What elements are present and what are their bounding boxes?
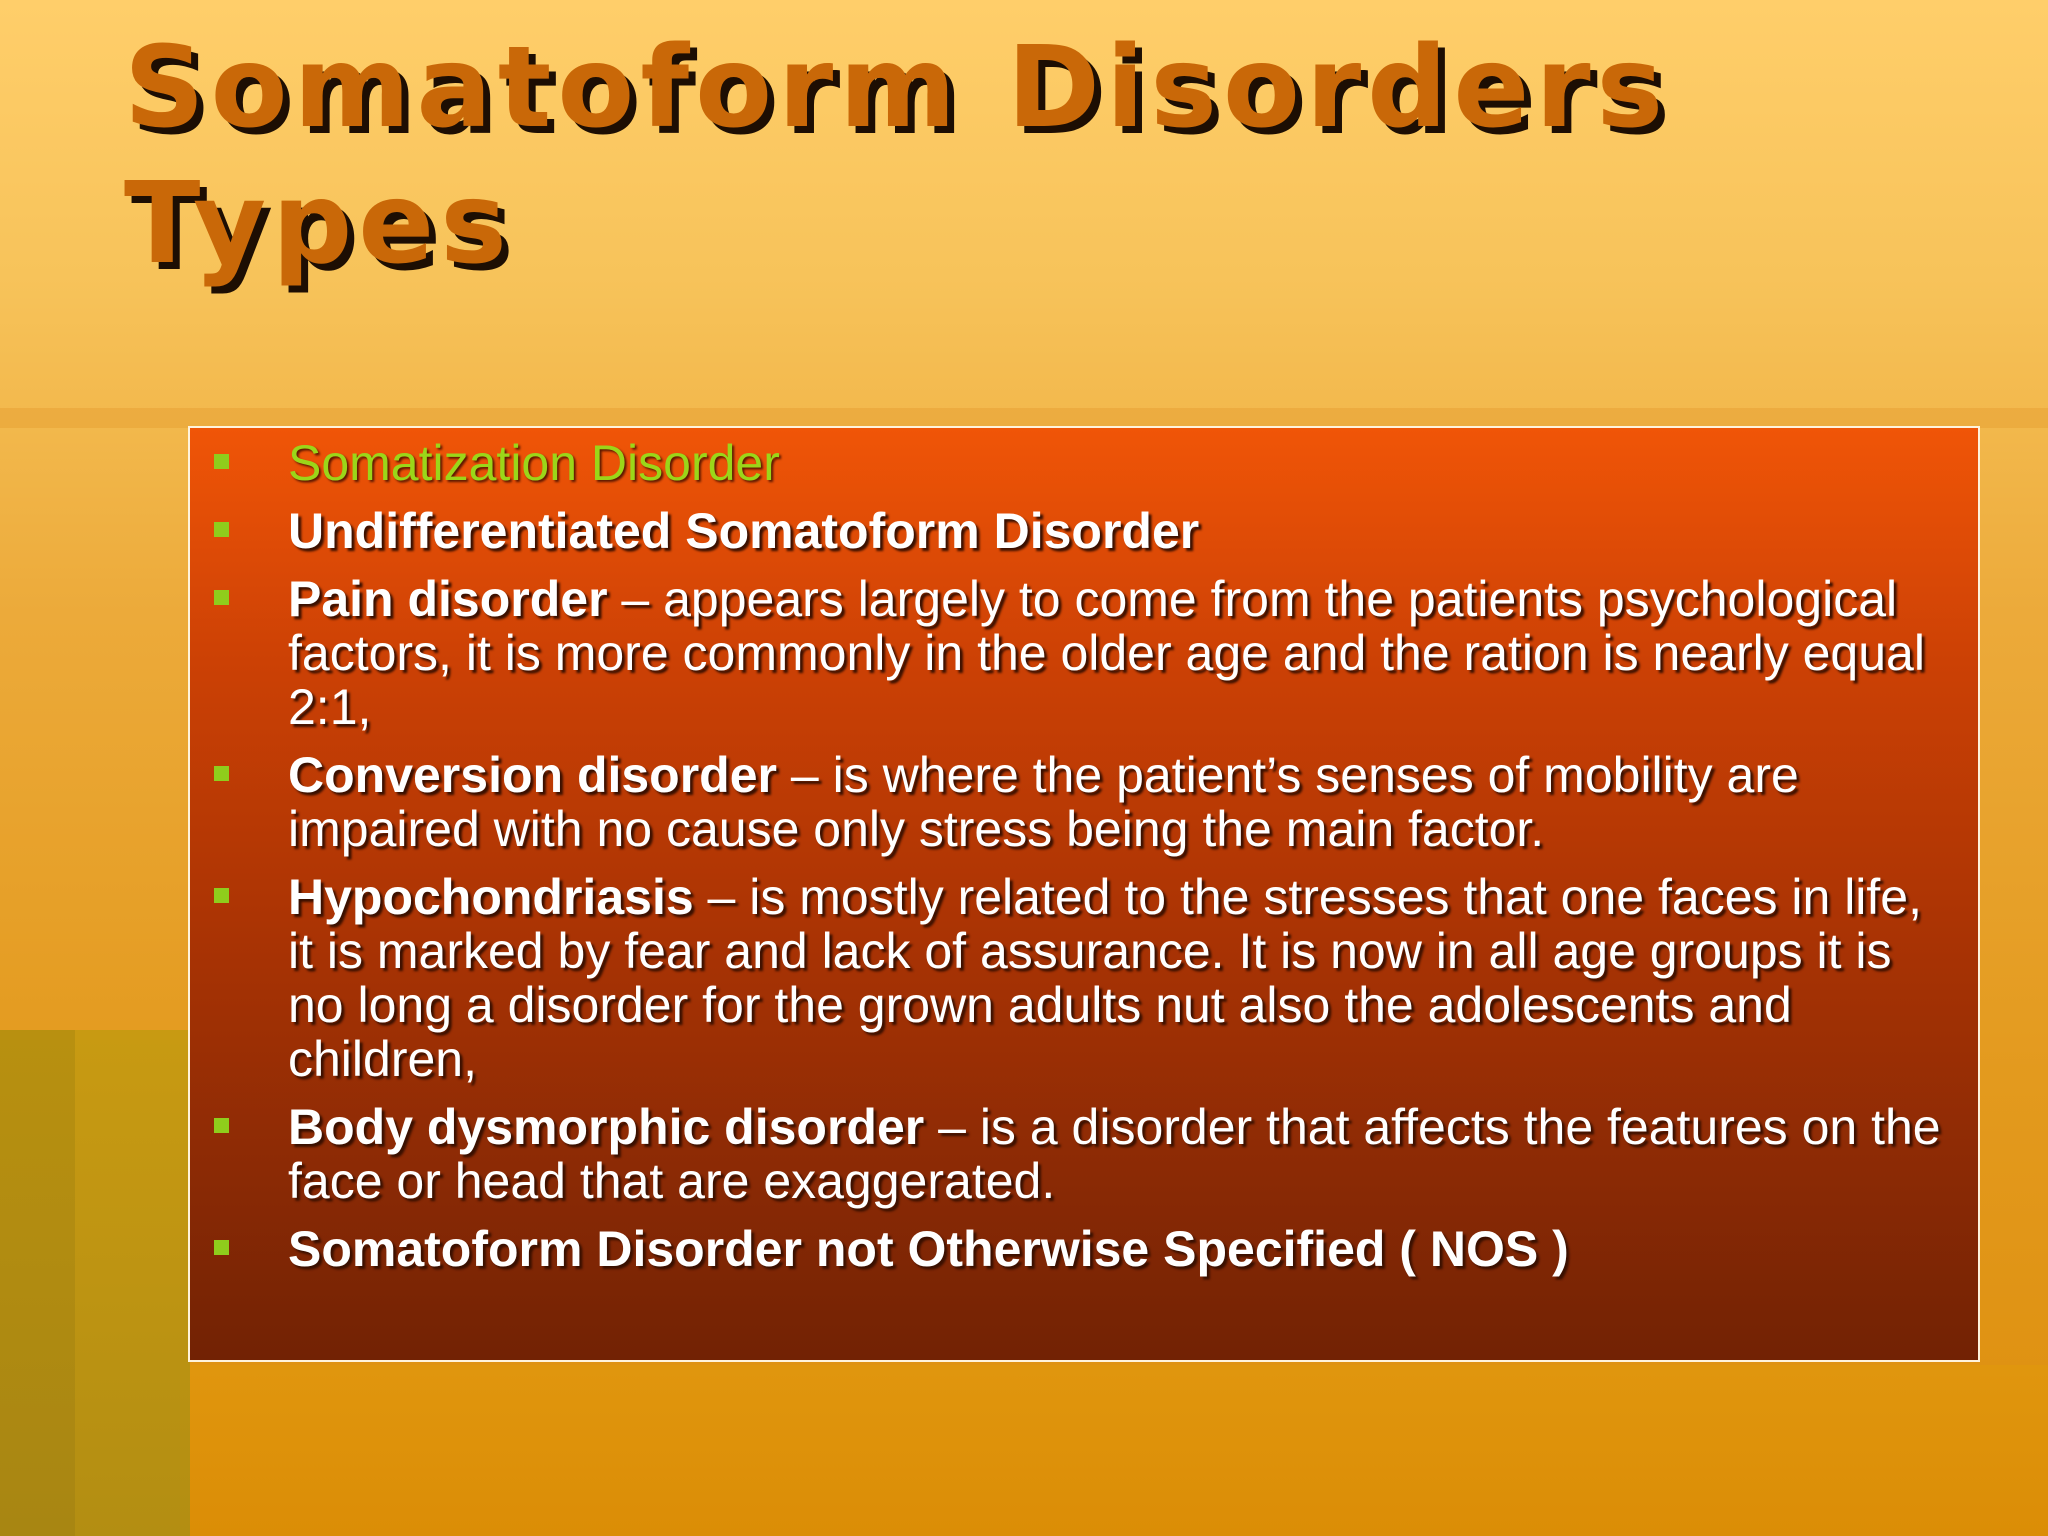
background-band bbox=[0, 408, 2048, 428]
content-panel bbox=[188, 426, 1980, 1362]
bullet-term: Pain disorder bbox=[288, 571, 608, 627]
slide-title bbox=[124, 20, 1974, 292]
square-bullet-icon bbox=[214, 1118, 229, 1133]
background-block-lower bbox=[190, 1365, 2048, 1536]
bullet-item-body-dysmorphic-disorder bbox=[190, 1100, 1978, 1208]
square-bullet-icon bbox=[214, 454, 229, 469]
background-block-left bbox=[0, 1030, 190, 1536]
slide-title-line-2: Types bbox=[124, 159, 513, 289]
background-block-left-edge bbox=[0, 1030, 75, 1536]
bullet-term: Somatoform Disorder not Otherwise Specified ( NOS ) bbox=[288, 1221, 1569, 1277]
bullet-item-hypochondriasis bbox=[190, 870, 1978, 1086]
square-bullet-icon bbox=[214, 522, 229, 537]
bullet-item-pain-disorder bbox=[190, 572, 1978, 734]
bullet-list bbox=[190, 436, 1978, 1290]
bullet-term: Conversion disorder bbox=[288, 747, 777, 803]
bullet-text: – is where the patient’s senses of mobility are impaired with no cause only stress being the main factor. bbox=[288, 747, 1799, 857]
square-bullet-icon bbox=[214, 1240, 229, 1255]
bullet-text: Somatization Disorder bbox=[288, 435, 780, 491]
bullet-term: Body dysmorphic disorder bbox=[288, 1099, 925, 1155]
square-bullet-icon bbox=[214, 766, 229, 781]
bullet-term: Hypochondriasis bbox=[288, 869, 694, 925]
square-bullet-icon bbox=[214, 590, 229, 605]
bullet-item-conversion-disorder bbox=[190, 748, 1978, 856]
bullet-item-somatization-disorder bbox=[190, 436, 1978, 490]
bullet-text: – is a disorder that affects the features on the face or head that are exaggerated. bbox=[288, 1099, 1941, 1209]
square-bullet-icon bbox=[214, 888, 229, 903]
bullet-text: – is mostly related to the stresses that one faces in life, it is marked by fear and lack of assurance. It is now in all age groups it is no long a disorder for the grown adults nut also the adolescents and children, bbox=[288, 869, 1923, 1087]
bullet-text: – appears largely to come from the patients psychological factors, it is more commonly in the older age and the ration is nearly equal 2:1, bbox=[288, 571, 1925, 735]
bullet-item-somatoform-disorder-nos bbox=[190, 1222, 1978, 1276]
bullet-item-undifferentiated-somatoform-disorder bbox=[190, 504, 1978, 558]
slide-title-line-1: Somatoform Disorders bbox=[124, 23, 1670, 153]
bullet-term: Undifferentiated Somatoform Disorder bbox=[288, 503, 1200, 559]
